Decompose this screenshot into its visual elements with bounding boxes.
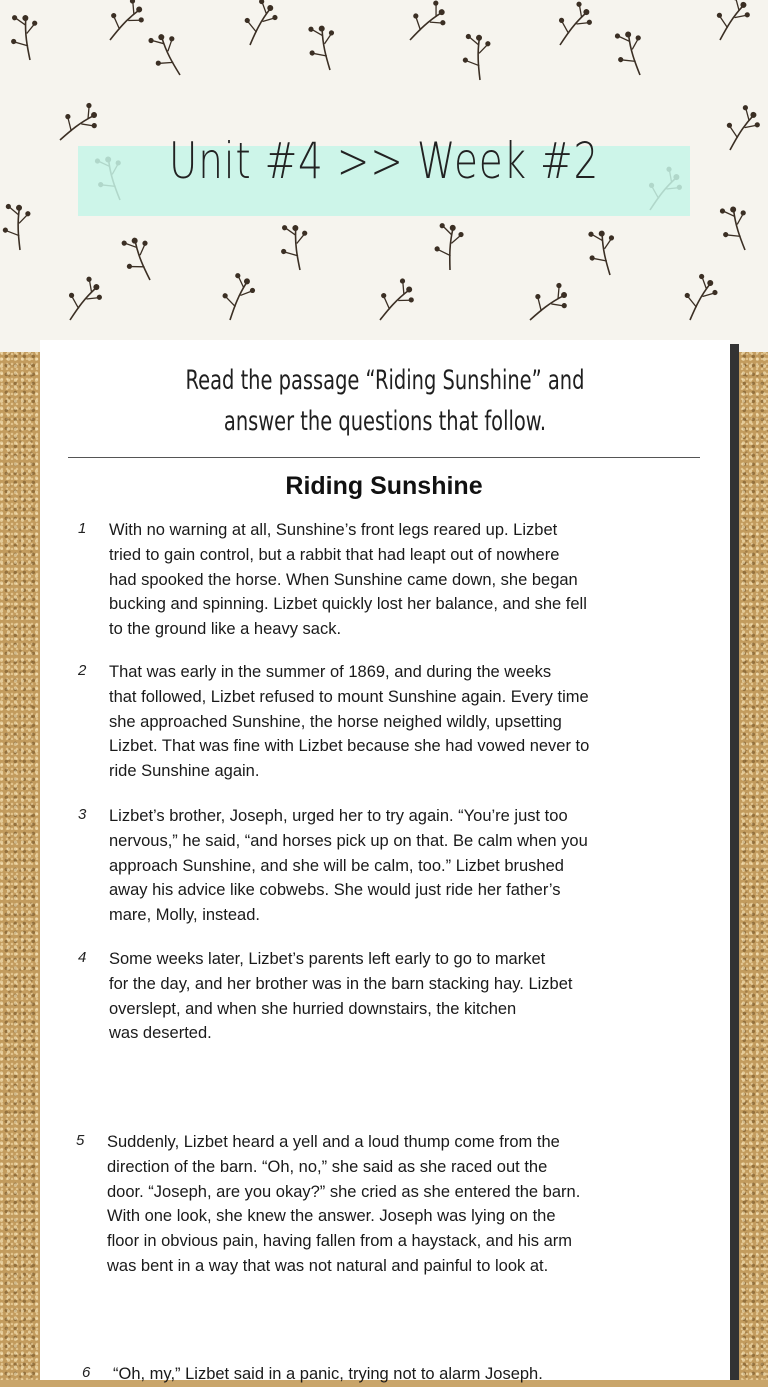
paragraph bbox=[68, 518, 698, 642]
paragraph-text: With no warning at all, Sunshine’s front legs reared up. Lizbet tried to gain control, but a rabbit that had leapt out of nowhere had spooked the horse. When Sunshine came down, she began bucking and spinning. Lizbet quickly lost her balance, and she fell to the ground like a heavy sack. bbox=[109, 521, 587, 639]
paragraph-text: Suddenly, Lizbet heard a yell and a loud thump come from the direction of the barn. “Oh, no,” she said as she raced out the door. “Joseph, are you okay?” she cried as she entered the barn. With one look, she knew the answer. Joseph was lying on the floor in obvious pain, having fallen from a haystack, and his arm was bent in a way that was not natural and painful to look at. bbox=[107, 1133, 581, 1275]
paragraph-text: Lizbet’s brother, Joseph, urged her to try again. “You’re just too nervous,” he said, “and horses pick up on that. Be calm when you approach Sunshine, and she will be calm, too.” Lizbet brushed away his advice like cobwebs. She would just ride her father’s mare, Molly, instead. bbox=[109, 807, 588, 925]
page-title: Unit #4 >> Week #2 bbox=[168, 132, 600, 190]
paragraph bbox=[66, 1130, 696, 1279]
paragraph bbox=[68, 947, 698, 1046]
paragraph bbox=[72, 1362, 702, 1387]
divider bbox=[68, 457, 700, 458]
paragraph bbox=[68, 804, 698, 928]
paragraph-number: 4 bbox=[78, 949, 87, 966]
paragraph-number: 2 bbox=[78, 662, 87, 679]
paragraph bbox=[68, 660, 698, 784]
instructions-text: Read the passage “Riding Sunshine” and answer the questions that follow. bbox=[185, 365, 585, 437]
paragraph-number: 6 bbox=[82, 1364, 91, 1381]
paragraph-text: “Oh, my,” Lizbet said in a panic, trying not to alarm Joseph. bbox=[113, 1365, 543, 1383]
passage-title: Riding Sunshine bbox=[285, 472, 483, 500]
paragraph-text: Some weeks later, Lizbet’s parents left early to go to market for the day, and her brother was in the barn stacking hay. Lizbet overslept, and when she hurried downstairs, the kitchen was deserted. bbox=[109, 950, 573, 1043]
paragraph-text: That was early in the summer of 1869, and during the weeks that followed, Lizbet refused to mount Sunshine again. Every time she approached Sunshine, the horse neighed wildly, upsetting Lizbet. That was fine with Lizbet because she had vowed never to ride Sunshine again. bbox=[109, 663, 590, 781]
paragraph-number: 3 bbox=[78, 806, 87, 823]
paragraph-number: 1 bbox=[78, 520, 87, 537]
paragraph-number: 5 bbox=[76, 1132, 85, 1149]
